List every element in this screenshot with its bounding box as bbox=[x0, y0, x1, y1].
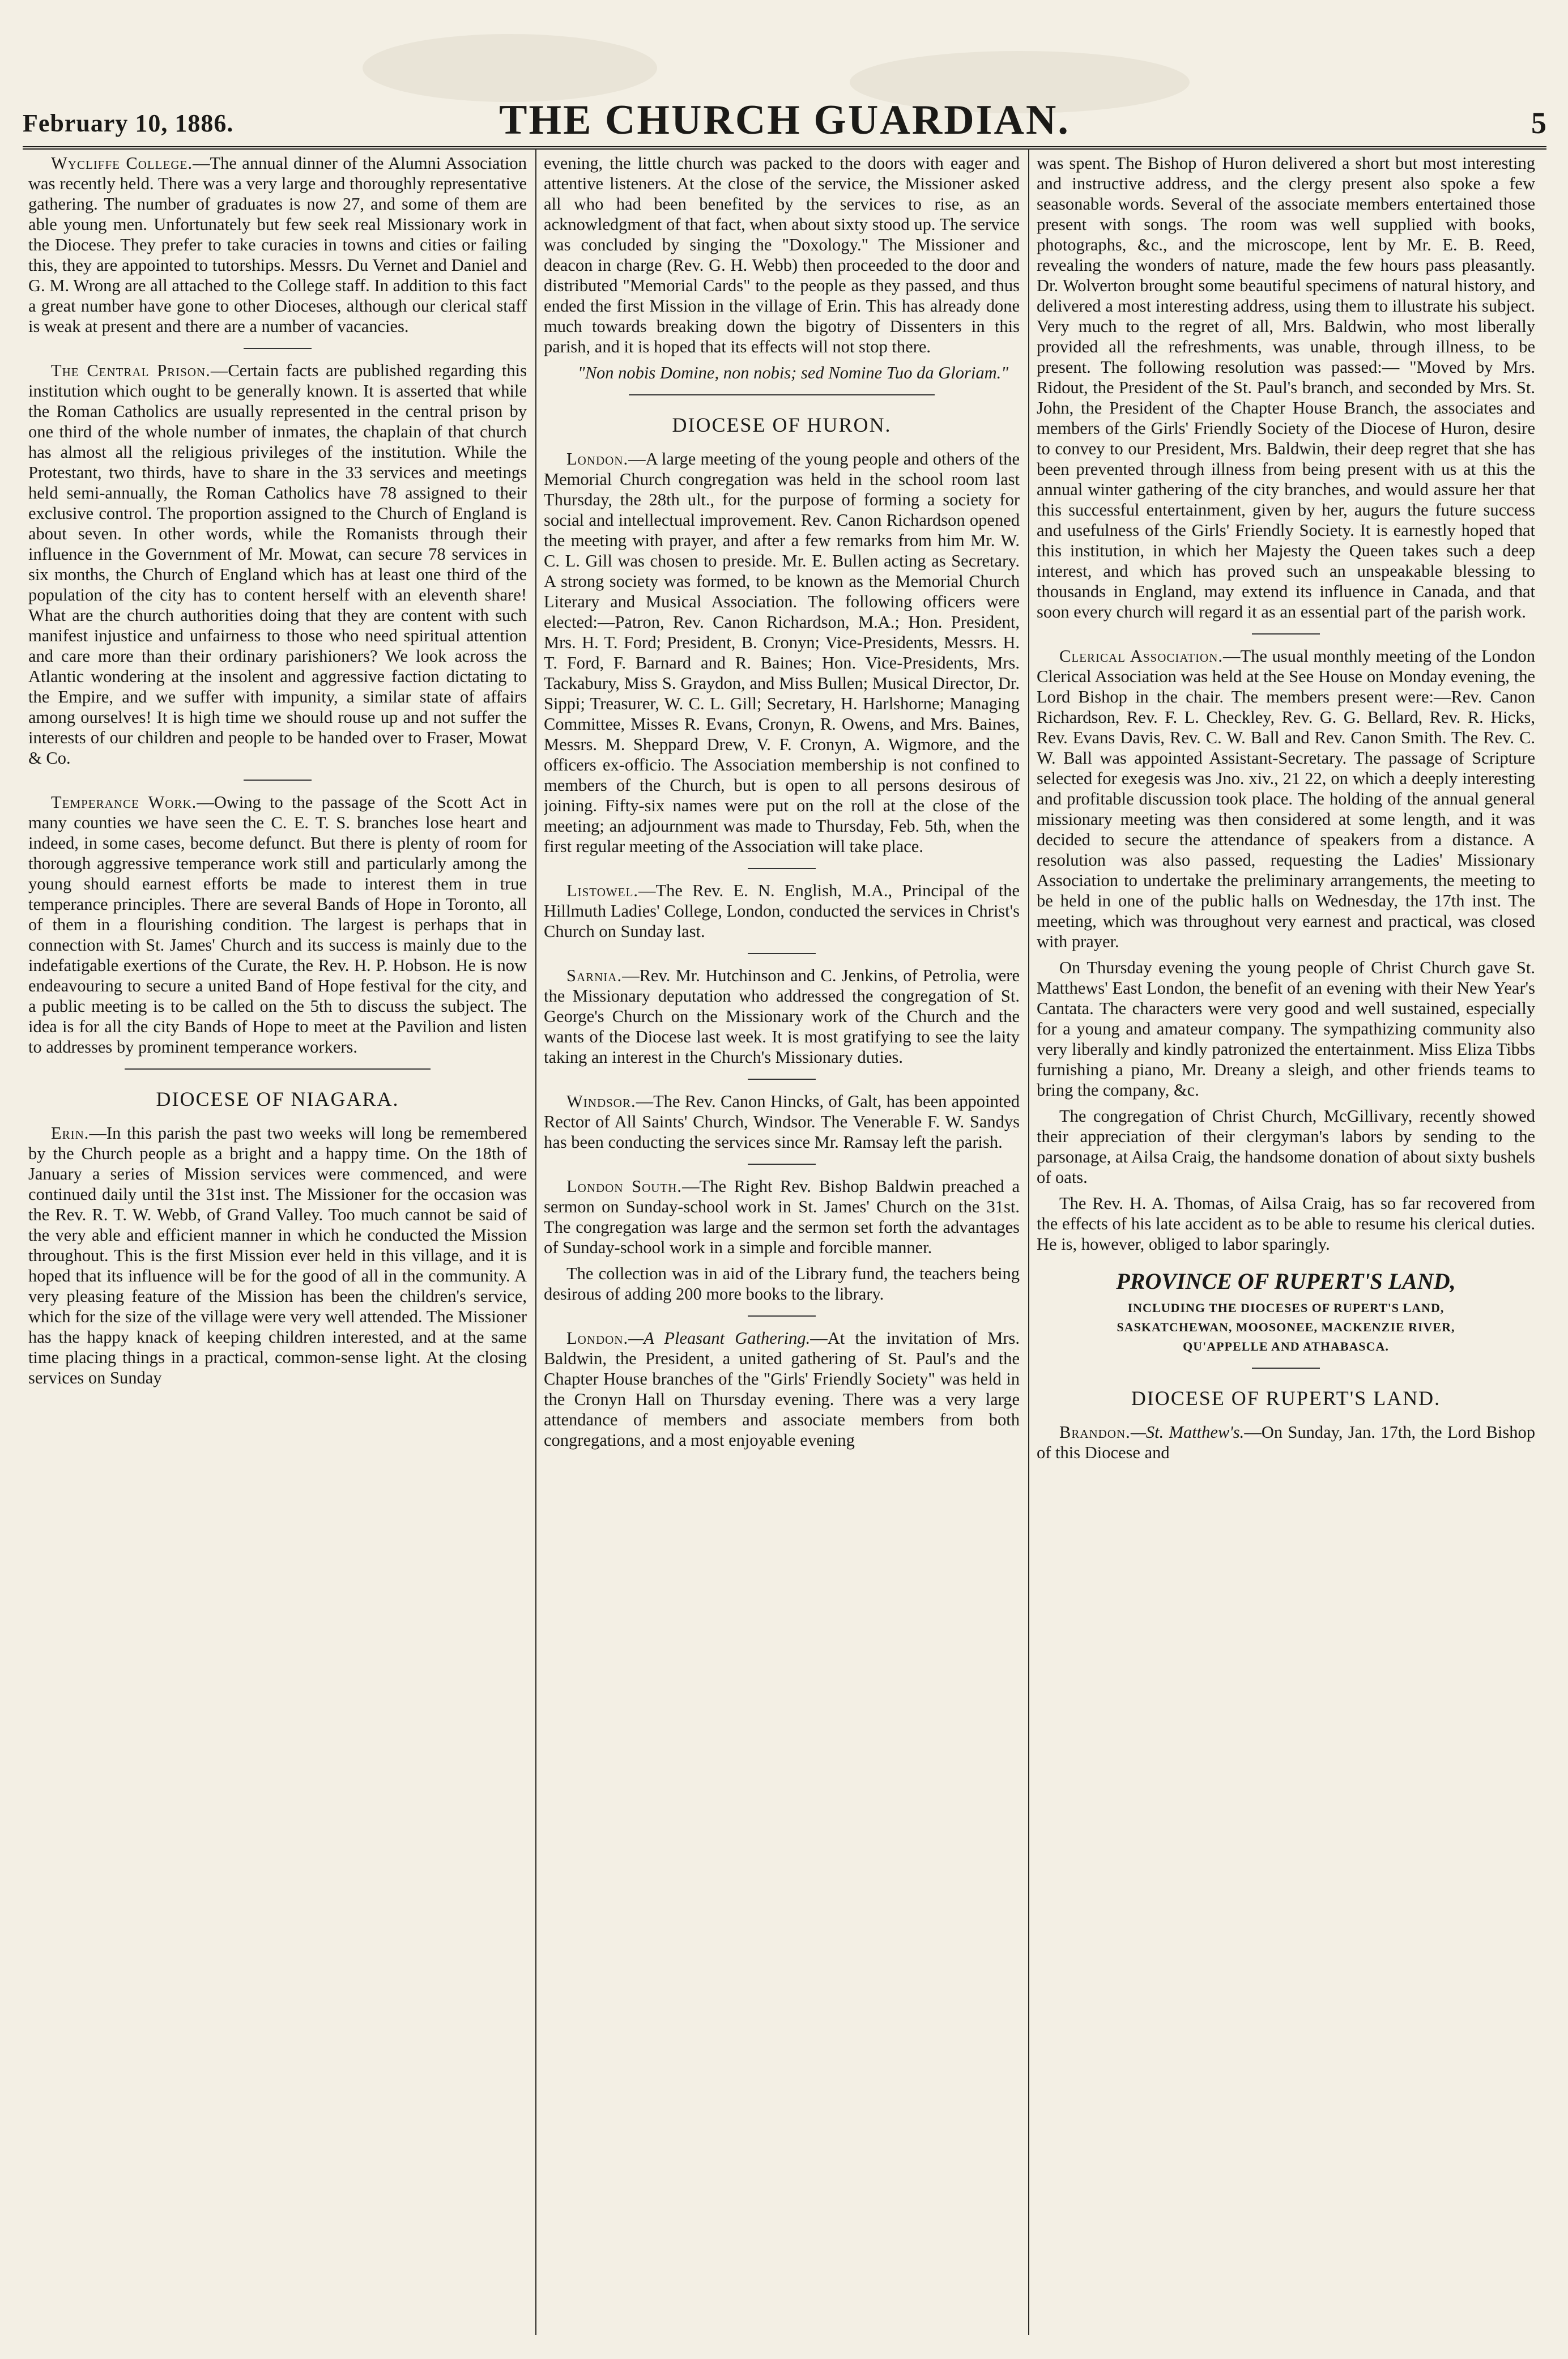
province-subheading: QU'APPELLE AND ATHABASCA. bbox=[1183, 1339, 1389, 1353]
article-mcgillivary bbox=[1037, 1106, 1535, 1187]
article-lead: Sarnia. bbox=[566, 966, 623, 985]
article-listowel bbox=[544, 880, 1020, 942]
article-text: The Rev. H. A. Thomas, of Ailsa Craig, has so far recovered from the effects of his late accident as to be able to resume his clerical duties. He is, however, obliged to labor sparingly. bbox=[1037, 1194, 1535, 1254]
section-heading-huron: DIOCESE OF HURON. bbox=[672, 414, 892, 436]
paper-stain bbox=[363, 34, 657, 102]
separator bbox=[629, 394, 935, 395]
article-subtitle: —St. Matthew's. bbox=[1130, 1423, 1245, 1442]
article-text: —A large meeting of the young people and others of the Memorial Church congregation was held in the school room last Thursday, the 28th ult., for the purpose of forming a society for social and intellectual improvement. Rev. Canon Richardson opened the meeting with prayer, and after a few remarks from him Mr. W. C. L. Gill was chosen to preside. Mr. E. Bullen acting as Secretary. A strong society was formed, to be known as the Memorial Church Literary and Musical Association. The following officers were elected:—Patron, Rev. Canon Richardson, M.A.; Hon. President, Mrs. H. T. Ford; President, B. Cronyn; Vice-Presidents, Messrs. H. T. Ford, F. Barnard and R. Baines; Hon. Vice-Presidents, Mrs. Tackabury, Miss S. Graydon, and Miss Bullen; Musical Director, Dr. Sippi; Treasurer, W. C. L. Gill; Secretary, H. Harlshorne; Managing Committee, Misses R. Evans, Cronyn, R. Owens, and Mrs. Baines, Messrs. M. Sheppard Drew, V. F. Cronyn, A. Wigmore, and the officers ex-officio. The Association membership is not confined to members of the Church, but is open to all persons desirous of joining. Fifty-six names were put on the roll at the close of the meeting; an adjournment was made to Thursday, Feb. 5th, when the first regular meeting of the Association will take place. bbox=[544, 449, 1020, 856]
article-text: —The Rev. E. N. English, M.A., Principal of the Hillmuth Ladies' College, London, conducted the services in Christ's Church on Sunday last. bbox=[544, 881, 1020, 941]
article-christ-church-cantata bbox=[1037, 957, 1535, 1100]
issue-date: February 10, 1886. bbox=[23, 109, 234, 137]
article-windsor bbox=[544, 1091, 1020, 1152]
article-text: —Certain facts are published regarding this institution which ought to be generally known. It is asserted that while the Roman Catholics are usually represented in the central prison by one third of the whole number of inmates, the chaplain of that church has almost all the religious privileges of the institution. While the Protestant, two thirds, have to share in the 33 services and meetings held semi-annually, the Roman Catholics have 78 assigned to their exclusive control. The proportion assigned to the Church of England is about seven. In other words, while the Romanists through their influence in the Government of Mr. Mowat, can secure 78 services in six months, the Church of England which has at least one third of the population of the city has to content herself with an eleventh share! What are the church authorities doing that they are content with such manifest injustice and unfairness to those who need spiritual attention and care more than their ordinary parishioners? We look across the Atlantic wondering at the insolent and aggressive faction dictating to the Empire, and we suffer with impunity, a similar state of affairs among ourselves! It is high time we should rouse up and not suffer the interests of our children and people to be handed over to Fraser, Mowat & Co. bbox=[28, 361, 527, 768]
article-lead: London. bbox=[566, 449, 629, 469]
article-pleasant-gathering bbox=[544, 1328, 1020, 1450]
article-lead: Clerical Association. bbox=[1059, 646, 1224, 666]
article-text: —Owing to the passage of the Scott Act in many counties we have seen the C. E. T. S. branches lose heart and indeed, in some cases, become defunct. But there is plenty of room for thorough aggressive temperance work still and particularly among the young should earnest efforts be made to interest them in true temperance principles. There are several Bands of Hope in Toronto, all of them in a flourishing condition. The largest is perhaps that in connection with St. James' Church and its success is mainly due to the indefatigable exertions of the Curate, the Rev. H. P. Hobson. He is now endeavouring to secure a united Band of Hope festival for the city, and a public meeting is to be called on the 5th to discuss the subject. The idea is for all the city Bands of Hope to meet at the Pavilion and listen to addresses by prominent temperance workers. bbox=[28, 793, 527, 1057]
article-lead: Erin. bbox=[51, 1123, 90, 1143]
page-number: 5 bbox=[1531, 106, 1546, 140]
article-text: The congregation of Christ Church, McGillivary, recently showed their appreciation of their clergyman's labors by sending to the parsonage, at Ailsa Craig, the handsome donation of about sixty bushels of oats. bbox=[1037, 1106, 1535, 1187]
separator bbox=[244, 780, 312, 781]
column-1 bbox=[28, 153, 527, 2340]
separator bbox=[748, 1164, 816, 1165]
separator bbox=[748, 1079, 816, 1080]
article-gathering-continued bbox=[1037, 153, 1535, 622]
article-text: —At the invitation of Mrs. Baldwin, the President, a united gathering of St. Paul's and the Chapter House branches of the "Girls' Friendly Society" was held in the Cronyn Hall on Thursday evening. There was a very large attendance of members and associate members from both congregations, and a most enjoyable evening bbox=[544, 1328, 1020, 1450]
article-lead: Brandon. bbox=[1059, 1423, 1131, 1442]
province-subheading: INCLUDING THE DIOCESES OF RUPERT'S LAND, bbox=[1127, 1301, 1445, 1315]
separator bbox=[1252, 633, 1320, 635]
article-temperance bbox=[28, 792, 527, 1057]
article-ailsa-craig bbox=[1037, 1193, 1535, 1254]
article-lead: Wycliffe College. bbox=[51, 154, 193, 173]
section-heading-ruperts-land: DIOCESE OF RUPERT'S LAND. bbox=[1131, 1387, 1441, 1410]
column-divider bbox=[1028, 148, 1029, 2335]
article-text: evening, the little church was packed to the doors with eager and attentive listeners. At the close of the service, the Missioner asked all who had been benefited by the services to rise, as an acknowledgment of that fact, when about sixty stood up. The service was concluded by singing the "Doxology." The Missioner and deacon in charge (Rev. G. H. Webb) then proceeded to the door and distributed "Memorial Cards" to the people as they passed, and thus ended the first Mission in the village of Erin. This has already done much towards breaking down the bigotry of Dissenters in this parish, and it is hoped that its effects will not stop there. bbox=[544, 154, 1020, 356]
article-lead: Temperance Work. bbox=[51, 793, 197, 812]
latin-quote: "Non nobis Domine, non nobis; sed Nomine Tuo da Gloriam." bbox=[577, 363, 1009, 382]
article-text: —The usual monthly meeting of the London Clerical Association was held at the See House on Monday evening, the Lord Bishop in the chair. The members present were:—Rev. Canon Richardson, Rev. F. L. Checkley, Rev. G. G. Bellard, Rev. R. Hicks, Rev. Evans Davis, Rev. C. W. Ball and Rev. Canon Smith. The Rev. C. W. Ball was appointed Assistant-Secretary. The passage of Scripture selected for exegesis was Jno. xiv., 21 22, on which a deeply interesting and profitable discussion took place. The holding of the annual general missionary meeting was then considered at some length, and it was decided to secure the attendance of speakers from a distance. A resolution was also passed, requesting the Ladies' Missionary Association to undertake the preliminary arrangements, the meeting to be held in one of the public halls on Wednesday, the 17th inst. The meeting, which was throughout very earnest and practical, was closed with prayer. bbox=[1037, 646, 1535, 951]
column-2 bbox=[544, 153, 1020, 2340]
article-lead: London. bbox=[566, 1328, 629, 1348]
article-lead: London South. bbox=[566, 1177, 683, 1196]
article-text: —On Sunday, Jan. 17th, the Lord Bishop of this Diocese and bbox=[1037, 1423, 1535, 1462]
article-wycliffe bbox=[28, 153, 527, 337]
province-subheading: SASKATCHEWAN, MOOSONEE, MACKENZIE RIVER, bbox=[1117, 1320, 1455, 1334]
article-lead: Windsor. bbox=[566, 1092, 636, 1111]
article-text: —Rev. Mr. Hutchinson and C. Jenkins, of Petrolia, were the Missionary deputation who addressed the congregation of St. George's Church on the Missionary work of the Church and the wants of the Diocese last week. It is most gratifying to see the laity taking an interest in the Church's Missionary duties. bbox=[544, 966, 1020, 1067]
article-text: —In this parish the past two weeks will long be remembered by the Church people as a bright and a happy time. On the 18th of January a series of Mission services were commenced, and were continued daily until the 31st inst. The Missioner for the occasion was the Rev. R. T. W. Webb, of Grand Valley. Too much cannot be said of the very able and efficient manner in which he conducted the Mission throughout. This is the first Mission ever held in this village, and it is hoped that its influence will be for the good of all in the community. A very pleasing feature of the Mission has been the children's service, which for the size of the village were very well attended. The Missioner has the happy knack of keeping children interested, and at the same time placing things in a practical, common-sense light. At the closing services on Sunday bbox=[28, 1123, 527, 1387]
article-london-south bbox=[544, 1176, 1020, 1258]
article-text: was spent. The Bishop of Huron delivered a short but most interesting and instructive address, and the clergy present also spoke a few seasonable words. Several of the associate members entertained those present with songs. The room was well supplied with books, photographs, &c., and the microscope, lent by Mr. E. B. Reed, revealing the wonders of nature, made the few hours pass pleasantly. Dr. Wolverton brought some beautiful specimens of natural history, and delivered a most interesting address, using them to illustrate his subject. Very much to the regret of all, Mrs. Baldwin, who most liberally provided all the refreshments, was unable, through illness, to be present. The following resolution was passed:— "Moved by Mrs. Ridout, the President of the St. Paul's branch, and seconded by Mrs. St. John, the President of the Chapter House Branch, the associates and members of the Girls' Friendly Society of the Diocese of Huron, desire to convey to our President, Mrs. Baldwin, their deep regret that she has been prevented through illness from being present with us at this the annual winter gathering of the city branches, and would assure her that this successful entertainment, given by her, augurs the future success and usefulness of the Girls' Friendly Society. It is earnestly hoped that this institution, in which her Majesty the Queen takes such a deep interest, and which has proved such an unspeakable blessing to thousands in England, may extend its influence in Canada, and that soon every church will regard it as an essential part of the parish work. bbox=[1037, 154, 1535, 621]
masthead-rule bbox=[23, 146, 1546, 150]
section-heading-niagara: DIOCESE OF NIAGARA. bbox=[156, 1088, 399, 1110]
article-erin-continued bbox=[544, 153, 1020, 357]
article-clerical-association bbox=[1037, 646, 1535, 952]
article-text: —The annual dinner of the Alumni Association was recently held. There was a very large and thoroughly representative gathering. The number of graduates is now 27, and some of them are able young men. Unfortunately but few seek real Missionary work in the Diocese. They prefer to take curacies in towns and cities or failing this, they are appointed to tutorships. Messrs. Du Vernet and Daniel and G. M. Wrong are all attached to the College staff. In addition to this fact a great number have gone to other Dioceses, although our clerical staff is weak at present and there are a number of vacancies. bbox=[28, 154, 527, 336]
article-text: —The Rev. Canon Hincks, of Galt, has been appointed Rector of All Saints' Church, Windsor. The Venerable F. W. Sandys has been conducting the services since Mr. Ramsay left the parish. bbox=[544, 1092, 1020, 1152]
separator bbox=[748, 868, 816, 869]
article-sarnia bbox=[544, 965, 1020, 1067]
separator bbox=[1252, 1368, 1320, 1369]
article-text: The collection was in aid of the Library fund, the teachers being desirous of adding 200 more books to the library. bbox=[544, 1264, 1020, 1304]
separator bbox=[748, 953, 816, 954]
column-divider bbox=[535, 148, 536, 2335]
article-lead: Listowel. bbox=[566, 881, 639, 900]
article-text: On Thursday evening the young people of Christ Church gave St. Matthews' East London, the benefit of an evening with their New Year's Cantata. The characters were very good and well sustained, especially for a young and amateur company. The sympathizing community also very liberally and kindly patronized the entertainment. Miss Eliza Tibbs furnishing a piano, Mr. Dreany a sleigh, and other friends teams to bring the company, &c. bbox=[1037, 958, 1535, 1100]
article-london-south-collection bbox=[544, 1263, 1020, 1304]
section-heading-province: PROVINCE OF RUPERT'S LAND, bbox=[1116, 1268, 1456, 1294]
article-brandon bbox=[1037, 1422, 1535, 1463]
separator bbox=[244, 348, 312, 349]
article-subtitle: —A Pleasant Gathering. bbox=[628, 1328, 811, 1348]
article-text: —The Right Rev. Bishop Baldwin preached a sermon on Sunday-school work in St. James' Church on the 31st. The congregation was large and the sermon set forth the advantages of Sunday-school work in a simple and forcible manner. bbox=[544, 1177, 1020, 1257]
separator bbox=[748, 1315, 816, 1317]
separator bbox=[125, 1068, 431, 1070]
column-3 bbox=[1037, 153, 1535, 2340]
newspaper-title: THE CHURCH GUARDIAN. bbox=[499, 97, 1070, 143]
article-london bbox=[544, 449, 1020, 857]
article-erin bbox=[28, 1123, 527, 1388]
article-central-prison bbox=[28, 360, 527, 768]
article-lead: The Central Prison. bbox=[51, 361, 211, 380]
masthead bbox=[23, 96, 1546, 147]
